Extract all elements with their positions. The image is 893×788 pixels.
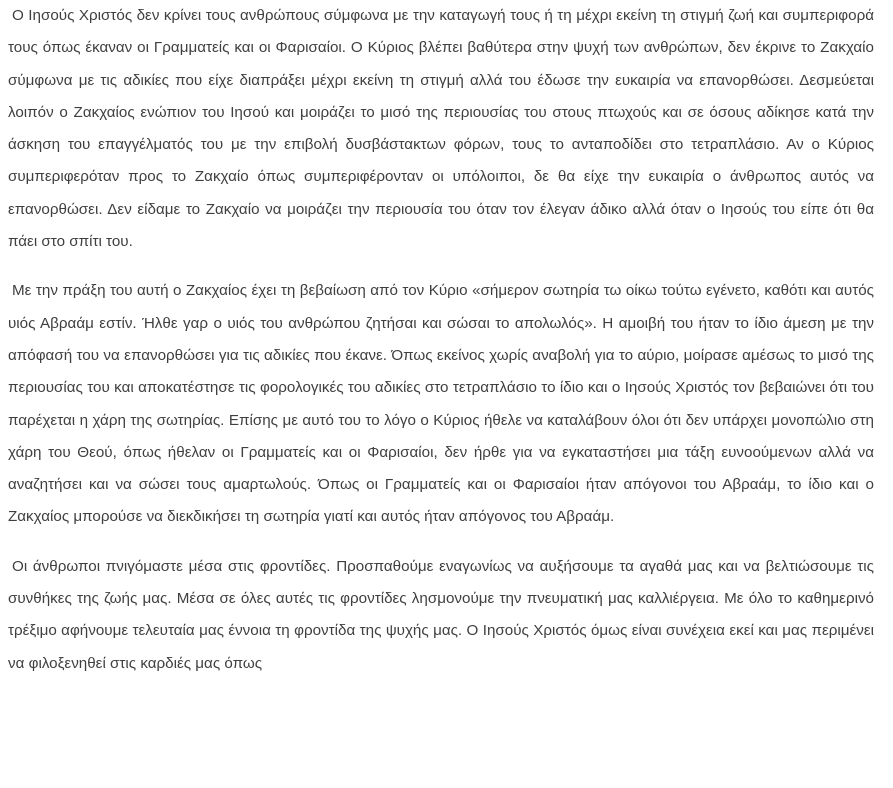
article-paragraph-3: Οι άνθρωποι πνιγόμαστε μέσα στις φροντίδες. Προσπαθούμε εναγωνίως να αυξήσουμε τα αγαθά μας και να βελτιώσουμε τις συνθήκες της ζωής μας. Μέσα σε όλες αυτές τις φροντίδες λησμονούμε την πνευματική μας καλλιέργεια. Με όλο το καθημερινό τρέξιμο αφήνουμε τελευταία μας έννοια τη φροντίδα της ψυχής μας. Ο Ιησούς Χριστός όμως είναι συνέχεια εκεί και μας περιμένει να φιλοξενηθεί στις καρδιές μας όπως [8, 557, 874, 672]
article-body [8, 0, 874, 680]
article-paragraph-2: Με την πράξη του αυτή ο Ζακχαίος έχει τη βεβαίωση από τον Κύριο «σήμερον σωτηρία τω οίκω τούτω εγένετο, καθότι και αυτός υιός Αβραάμ εστίν. Ήλθε γαρ ο υιός του ανθρώπου ζητήσαι και σώσαι το απολωλός». Η αμοιβή του ήταν το ίδιο άμεση με την απόφασή του να επανορθώσει για τις αδικίες που έκανε. Όπως εκείνος χωρίς αναβολή για το αύριο, μοίρασε αμέσως το μισό της περιουσίας του και αποκατέστησε τις φορολογικές του αδικίες στο τετραπλάσιο το ίδιο και ο Ιησούς Χριστός τον βεβαιώνει ότι του παρέχεται η χάρη της σωτηρίας. Επίσης με αυτό του το λόγο ο Κύριος ήθελε να καταλάβουν όλοι ότι δεν υπάρχει μονοπώλιο στη χάρη του Θεού, όπως ήθελαν οι Γραμματείς και οι Φαρισαίοι, δεν ήρθε για να εγκαταστήσει μια τάξη ευνοούμενων αλλά να αναζητήσει και να σώσει τους αμαρτωλούς. Όπως οι Γραμματείς και οι Φαρισαίοι ήταν απόγονοι του Αβραάμ, το ίδιο και ο Ζακχαίος μπορούσε να διεκδικήσει τη σωτηρία γιατί και αυτός ήταν απόγονος του Αβραάμ. [8, 282, 874, 526]
article-paragraph-1: Ο Ιησούς Χριστός δεν κρίνει τους ανθρώπους σύμφωνα με την καταγωγή τους ή τη μέχρι εκείνη τη στιγμή ζωή και συμπεριφορά τους όπως έκαναν οι Γραμματείς και οι Φαρισαίοι. Ο Κύριος βλέπει βαθύτερα στην ψυχή των ανθρώπων, δεν έκρινε το Ζακχαίο σύμφωνα με τις αδικίες που είχε διαπράξει μέχρι εκείνη τη στιγμή αλλά του έδωσε την ευκαιρία να επανορθώσει. Δεσμεύεται λοιπόν ο Ζακχαίος ενώπιον του Ιησού και μοιράζει το μισό της περιουσίας του στους πτωχούς και σε όσους αδίκησε κατά την άσκηση του επαγγέλματός του με την επιβολή δυσβάστακτων φόρων, τους το ανταποδίδει στο τετραπλάσιο. Αν ο Κύριος συμπεριφερόταν προς το Ζακχαίο όπως συμπεριφέρονταν οι υπόλοιποι, δε θα είχε την ευκαιρία ο άνθρωπος αυτός να επανορθώσει. Δεν είδαμε το Ζακχαίο να μοιράζει την περιουσία του όταν τον έλεγαν άδικο αλλά όταν ο Ιησούς του είπε ότι θα πάει στο σπίτι του. [8, 7, 874, 251]
